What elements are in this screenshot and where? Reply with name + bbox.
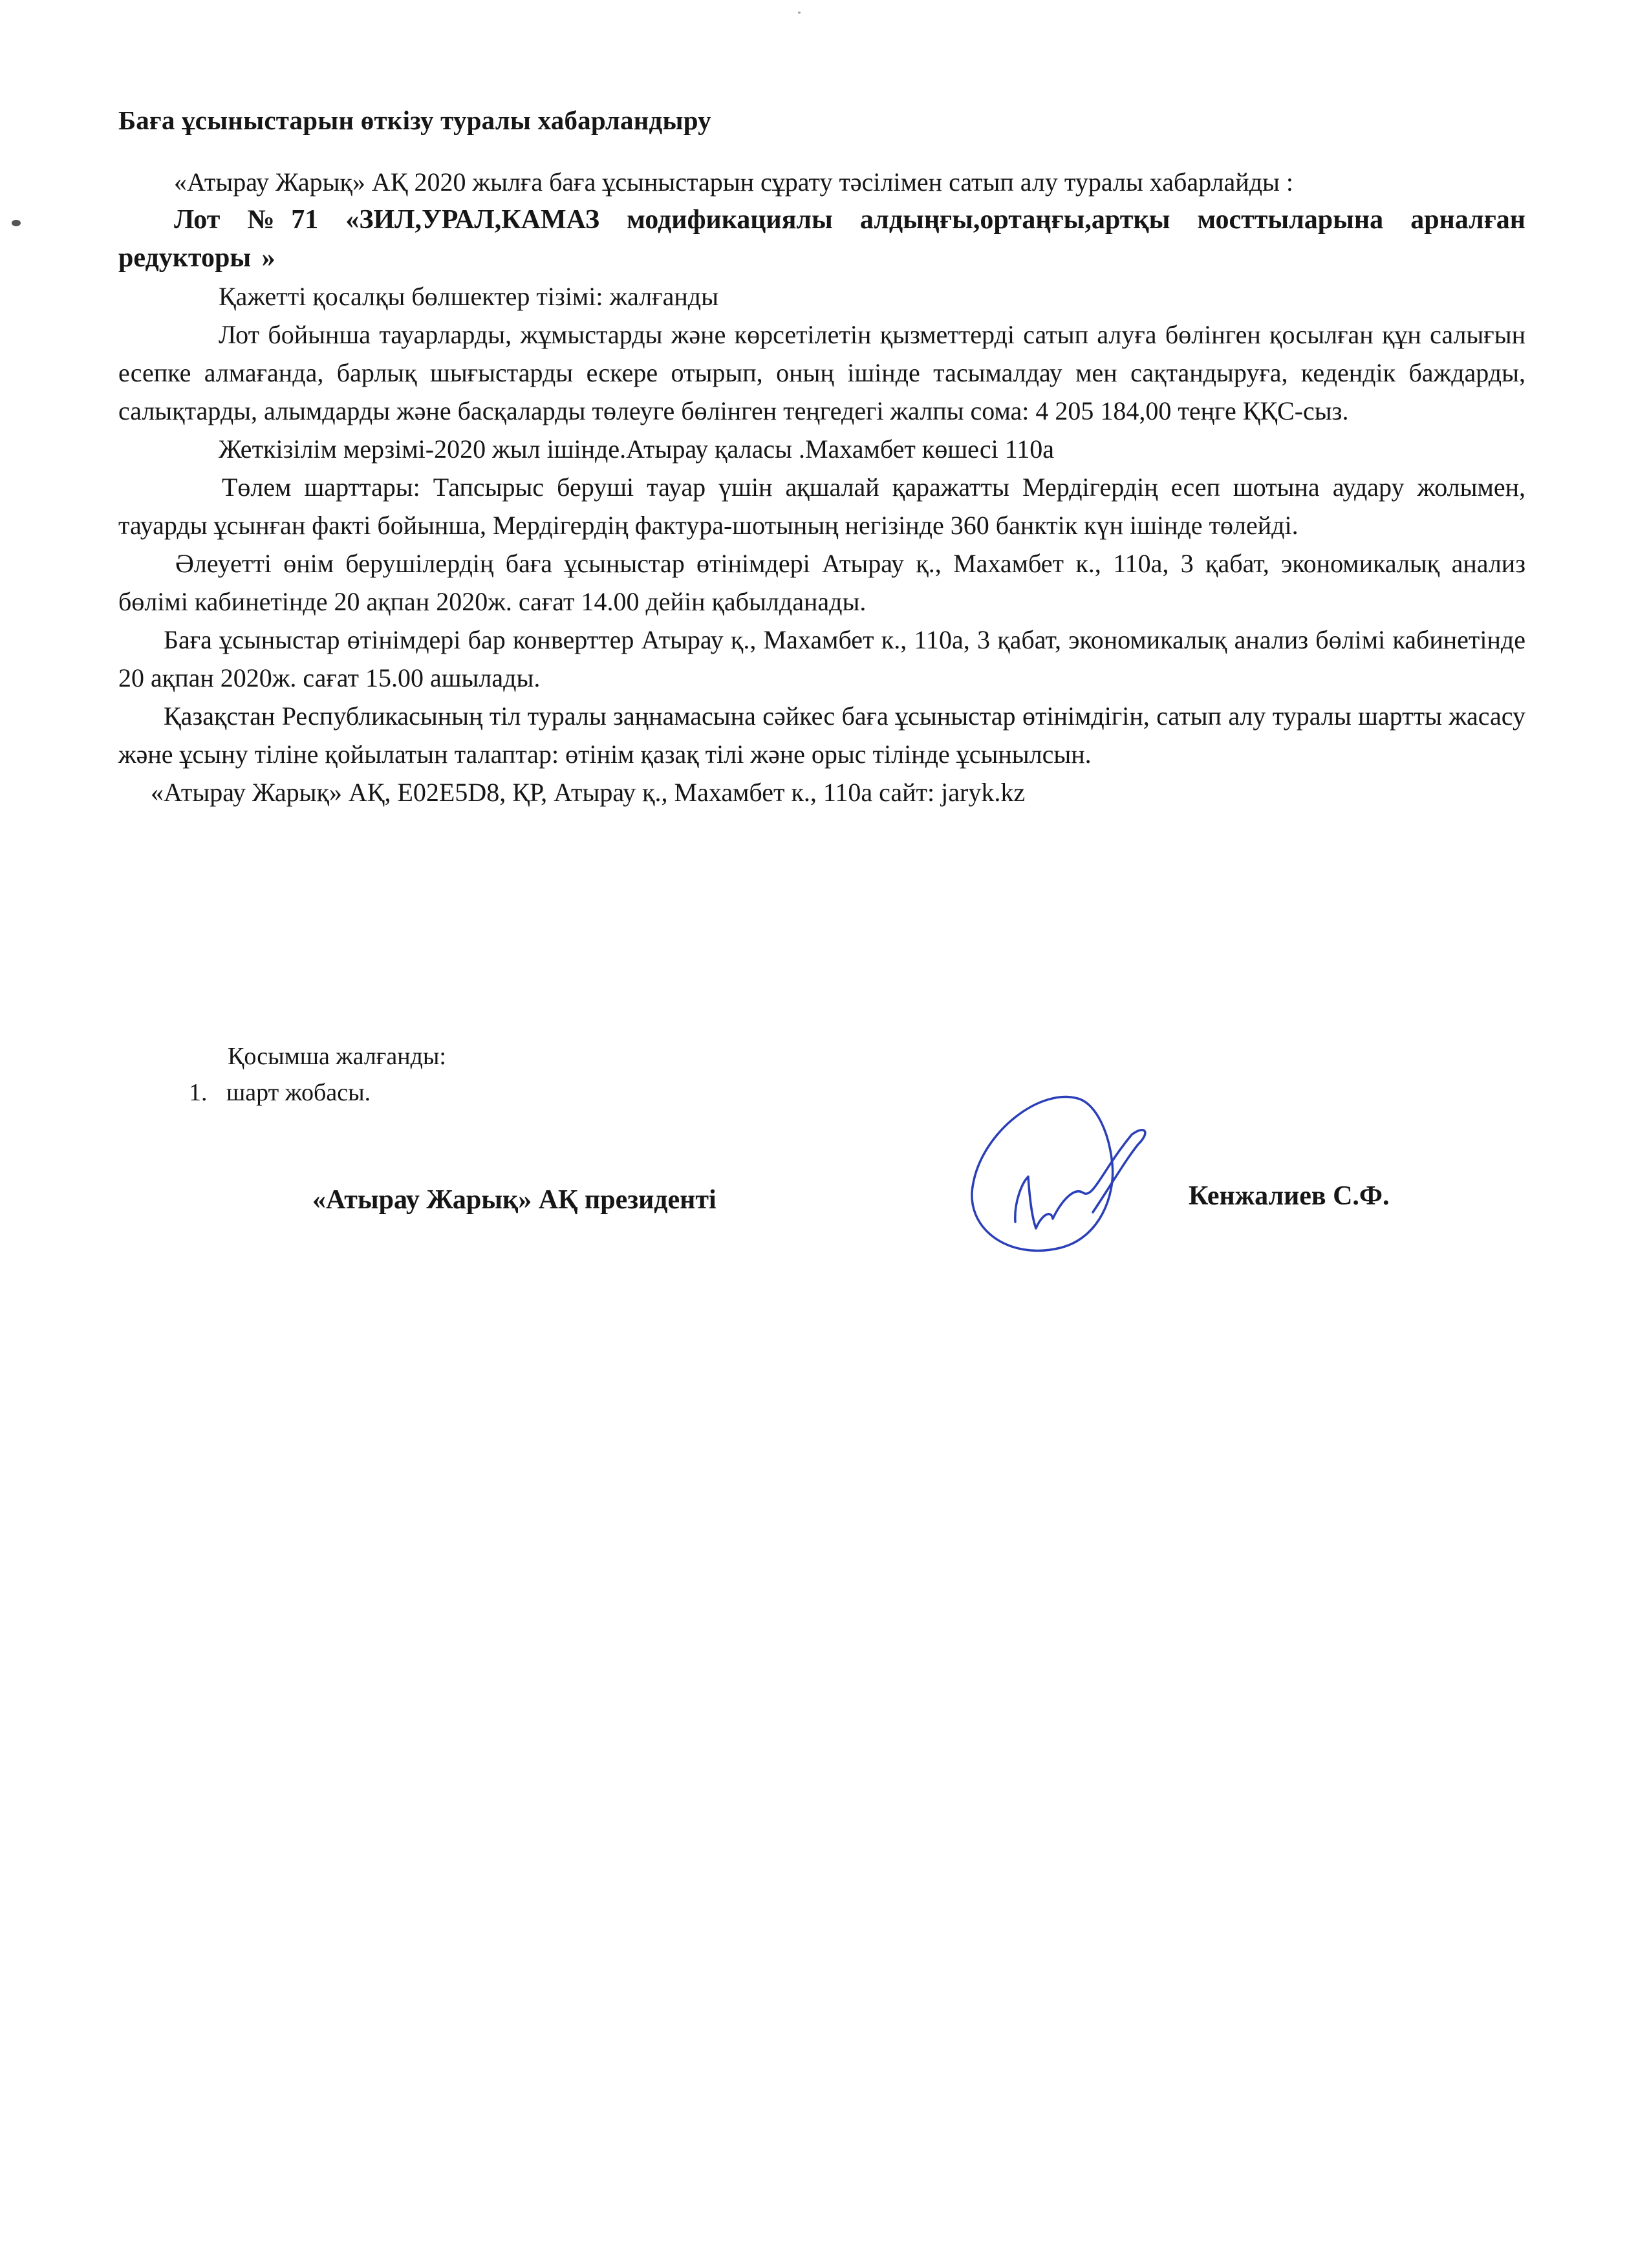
bids-accept-paragraph: Әлеуетті өнім берушілердің баға ұсыныстар өтінімдері Атырау қ., Махамбет к., 110а, 3 қабат, экономикалық анализ бөлімі кабинетінде 20 ақпан 2020ж. сағат 14.00 дейін қабылданады.	[118, 549, 1525, 616]
signatory-role: «Атырау Жарық» АҚ президенті	[312, 1185, 717, 1215]
delivery-paragraph: Жеткізілім мерзімі-2020 жыл ішінде.Атырау қаласы .Махамбет көшесі 110а	[219, 434, 1055, 464]
handwritten-signature	[938, 1073, 1222, 1267]
amount-paragraph: Лот бойынша тауарларды, жұмыстарды және көрсетілетін қызметтерді сатып алуға бөлінген қосылған құн салығын есепке алмағанда, барлық шығыстарды ескере отырып, оның ішінде тасымалдау мен сақтандыруға, кедендік баждарды, салықтарды, алымдарды және басқаларды төлеуге бөлінген теңгедегі жалпы сома: 4 205 184,00 теңге ҚҚС-сыз.	[118, 320, 1525, 425]
scan-speck	[798, 12, 801, 14]
attachments-label: Қосымша жалғанды:	[228, 1043, 446, 1070]
lot-paragraph: Лот №71 «ЗИЛ,УРАЛ,КАМАЗ модификациялы алдыңғы,ортаңғы,артқы мосттыларына арналған редукторы »	[118, 205, 1525, 273]
spare-parts-paragraph: Қажетті қосалқы бөлшектер тізімі: жалғанды	[219, 282, 718, 311]
payment-paragraph: Төлем шарттары: Тапсырыс беруші тауар үшін ақшалай қаражатты Мердігердің есеп шотына аудару жолымен, тауарды ұсынған факті бойынша, Мердігердің фактура-шотының негізінде 360 банктік күн ішінде төлейді.	[118, 473, 1525, 540]
attachment-text: шарт жобасы.	[226, 1079, 371, 1106]
document-body	[118, 163, 1525, 811]
envelopes-paragraph: Баға ұсыныстар өтінімдері бар конверттер Атырау қ., Махамбет к., 110а, 3 қабат, экономикалық анализ бөлімі кабинетінде 20 ақпан 2020ж. сағат 15.00 ашылады.	[118, 625, 1525, 692]
contacts-paragraph: «Атырау Жарық» АҚ, Е02Е5D8, ҚР, Атырау қ., Махамбет к., 110а сайт: jaryk.kz	[151, 778, 1026, 807]
language-paragraph: Қазақстан Республикасының тіл туралы заңнамасына сәйкес баға ұсыныстар өтінімдігін, сатып алу туралы шартты жасасу және ұсыну тіліне қойылатын талаптар: өтінім қазақ тілі және орыс тілінде ұсынылсын.	[118, 701, 1525, 769]
signature-stroke-loop	[972, 1097, 1113, 1251]
signature-stroke-letters	[1015, 1130, 1145, 1228]
scan-speck	[12, 220, 21, 226]
intro-paragraph: «Атырау Жарық» АҚ 2020 жылға баға ұсыныстарын сұрату тәсілімен сатып алу туралы хабарлайды :	[174, 167, 1294, 197]
document-title: Баға ұсыныстарын өткізу туралы хабарландыру	[118, 105, 711, 135]
attachment-item	[189, 1078, 371, 1107]
signatory-name: Кенжалиев С.Ф.	[1189, 1181, 1390, 1211]
attachment-number: 1.	[189, 1079, 208, 1106]
